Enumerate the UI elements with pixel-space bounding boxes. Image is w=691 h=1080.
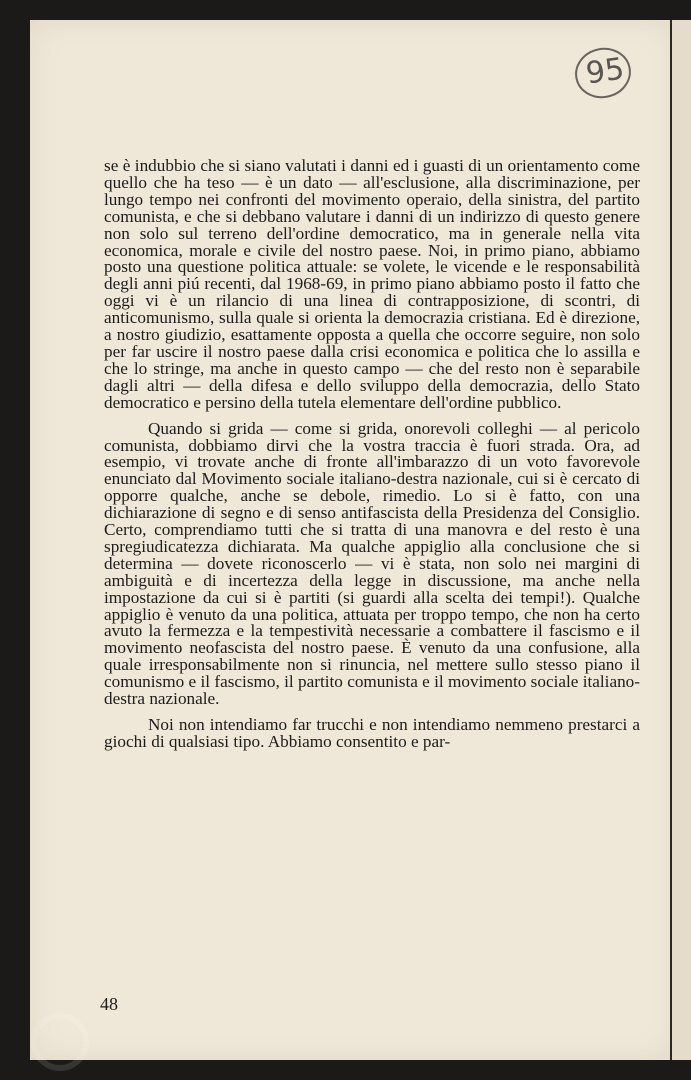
paragraph-3: Noi non intendiamo far trucchi e non intendiamo nemmeno prestarci a giochi di qualsiasi tipo. Abbiamo consentito e par- bbox=[104, 715, 640, 751]
paragraph-1: se è indubbio che si siano valutati i danni ed i guasti di un orientamento come quello che ha teso — è un dato — all'esclusione, alla discriminazione, per lungo tempo nei confronti del movimento operaio, della sinistra, del partito comunista, e che si debbano valutare i danni di un indirizzo di questo genere non solo sul terreno dell'ordine democratico, ma in generale nella vita economica, morale e civile del nostro paese. Noi, in primo piano, abbiamo posto una questione politica attuale: se volete, le vicende e le responsabilità degli anni piú recenti, dal 1968-69, in primo piano abbiamo posto il fatto che oggi vi è un rilancio di una linea di contrapposizione, di scontri, di anticomunismo, sulla quale si orienta la democrazia cristiana. Ed è direzione, a nostro giudizio, esattamente opposta a quella che occorre seguire, non solo per far uscire il nostro paese dalla crisi economica e politica che lo assilla e che lo stringe, ma anche in questo campo — che del resto non è separabile dagli altri — della difesa e dello sviluppo della democrazia, dello Stato democratico e persino della tutela elementare dell'ordine pubblico. bbox=[104, 156, 640, 412]
paragraph-2: Quando si grida — come si grida, onorevoli colleghi — al pericolo comunista, dobbiamo dirvi che la vostra traccia è fuori strada. Ora, ad esempio, vi trovate anche di fronte all'imbarazzo di un voto favorevole enunciato dal Movimento sociale italiano-destra nazionale, cui si è cercato di opporre qualche, anche se debole, rimedio. Lo si è fatto, con una dichiarazione di segno e di senso antifascista della Presidenza del Consiglio. Certo, comprendiamo tutti che si tratta di una manovra e del resto è una spregiudicatezza dichiarata. Ma qualche appiglio alla conclusione che si determina — dovete riconoscerlo — vi è stata, non solo nei margini di ambiguità e di incertezza della legge in discussione, ma anche nella impostazione da cui si è partiti (si guardi alla scelta dei tempi!). Qualche appiglio è venuto da una politica, attuata per troppo tempo, che non ha certo avuto la fermezza e la tempestività necessarie a combattere il fascismo e il movimento neofascista del nostro paese. È venuto da una confusione, alla quale irresponsabilmente non si rinuncia, nel mettere sullo stesso piano il comunismo e il fascismo, il partito comunista e il movimento sociale italiano-destra nazionale. bbox=[104, 418, 640, 709]
facing-page-edge bbox=[670, 20, 691, 1060]
page-number: 48 bbox=[100, 994, 118, 1014]
handwritten-folio-number: 95 bbox=[583, 51, 627, 92]
archive-watermark-logo bbox=[0, 1000, 160, 1080]
body-text bbox=[104, 158, 640, 760]
